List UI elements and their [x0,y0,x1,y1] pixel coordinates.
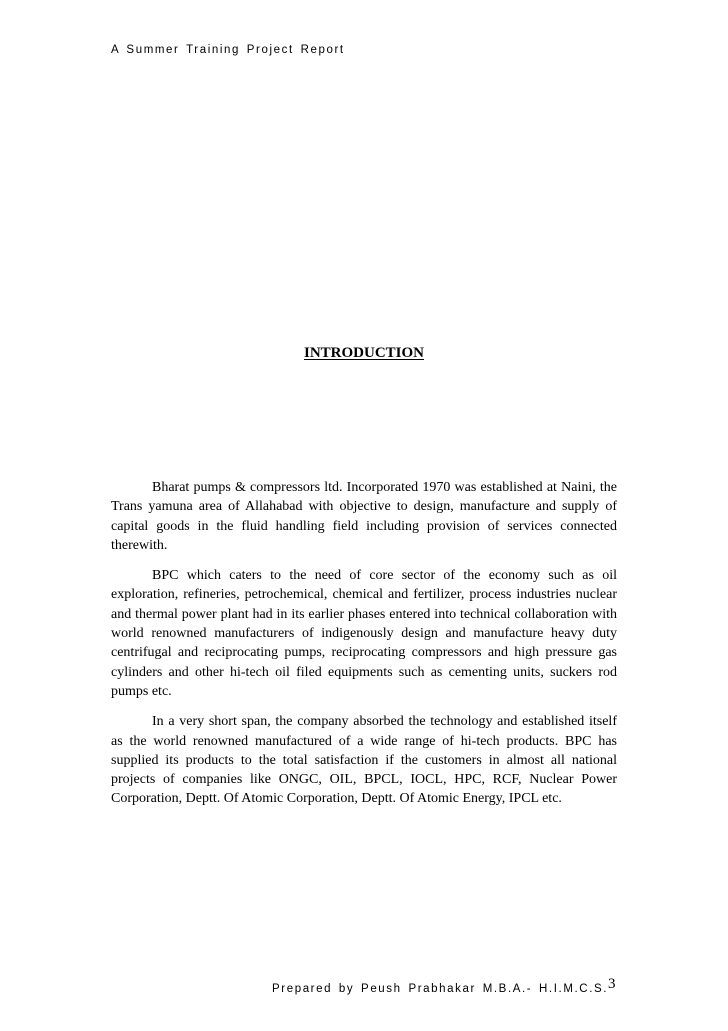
page-header: A Summer Training Project Report [111,44,345,56]
paragraph-1: Bharat pumps & compressors ltd. Incorporated 1970 was established at Naini, the Trans yamuna area of Allahabad with objective to design, manufacture and supply of capital goods in the fluid handling field including provision of services connected therewith. [111,480,617,553]
paragraph-2: BPC which caters to the need of core sector of the economy such as oil exploration, refineries, petrochemical, chemical and fertilizer, process industries nuclear and thermal power plant had in its earlier phases entered into technical collaboration with world renowned manufacturers of indigenously design and manufacture heavy duty centrifugal and reciprocating pumps, reciprocating compressors and high pressure gas cylinders and other hi-tech oil filed equipments such as cementing units, suckers rod pumps etc. [111,568,617,699]
page-number: 3 [608,976,616,992]
body-text [111,478,617,820]
paragraph-3: In a very short span, the company absorbed the technology and established itself as the world renowned manufactured of a wide range of hi-tech products. BPC has supplied its products to the total satisfaction if the customers in almost all national projects of companies like ONGC, OIL, BPCL, IOCL, HPC, RCF, Nuclear Power Corporation, Deptt. Of Atomic Corporation, Deptt. Of Atomic Energy, IPCL etc. [111,714,617,807]
section-title: INTRODUCTION [303,345,424,361]
page-footer: Prepared by Peush Prabhakar M.B.A.- H.I.M.C.S. [272,983,609,995]
